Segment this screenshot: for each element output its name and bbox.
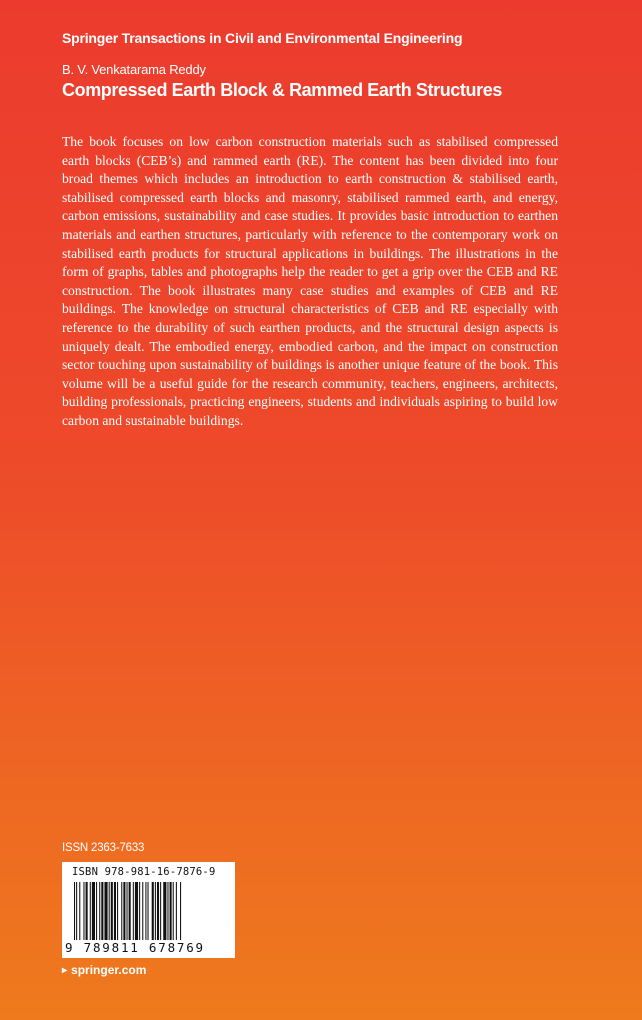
series-title: Springer Transactions in Civil and Environmental Engineering [62, 30, 463, 46]
barcode-bar [167, 882, 168, 940]
barcode-bar [114, 882, 116, 940]
barcode-bar [129, 882, 131, 940]
barcode-bar [180, 882, 181, 940]
book-title: Compressed Earth Block & Rammed Earth Structures [62, 80, 502, 100]
barcode-bar [155, 882, 156, 940]
barcode-bar [173, 882, 174, 940]
book-description: The book focuses on low carbon construction materials such as stabilised compressed earth blocks (CEB’s) and rammed earth (RE). The content has been divided into four broad themes which includes an introduction to earth construction & stabilised earth, stabilised compressed earth blocks and masonry, stabilised rammed earth, and energy, carbon emissions, sustainability and case studies. It provides basic introduction to earthen materials and earthen structures, particularly with reference to the contemporary work on stabilised earth products for structural applications in buildings. The illustrations in the form of graphs, tables and photographs help the reader to get a grip over the CEB and RE construction. The book illustrates many case studies and examples of CEB and RE buildings. The knowledge on structural characteristics of CEB and RE especially with reference to the durability of such earthen products, and the structural design aspects is uniquely dealt. The embodied energy, embodied carbon, and the impact on construction sector touching upon sustainability of buildings is another unique feature of the book. This volume will be a useful guide for the research community, teachers, engineers, architects, building professionals, practicing engineers, students and individuals aspiring to build low carbon and sustainable buildings. [62, 134, 558, 428]
barcode-bar [123, 882, 125, 940]
barcode-bar [96, 882, 97, 940]
barcode-bar [145, 882, 146, 940]
barcode-bar [133, 882, 134, 940]
chevron-right-icon: ▸ [62, 964, 68, 976]
barcode-bar [170, 882, 172, 940]
barcode-bar [142, 882, 143, 940]
barcode-bar [74, 882, 75, 940]
barcode-panel [62, 862, 235, 958]
isbn-label: ISBN 978-981-16-7876-9 [72, 866, 216, 878]
barcode-bar [83, 882, 84, 940]
publisher-url: springer.com [71, 963, 147, 977]
barcode-bar [90, 882, 91, 940]
barcode-bar [117, 882, 118, 940]
barcode-image [72, 882, 227, 940]
barcode-bar [135, 882, 138, 940]
barcode-bar [127, 882, 128, 940]
barcode-bar [109, 882, 110, 940]
barcode-bar [92, 882, 95, 940]
barcode-bar [148, 882, 149, 940]
barcode-bar [79, 882, 80, 940]
barcode-bar [86, 882, 88, 940]
issn-number: ISSN 2363-7633 [62, 842, 145, 854]
barcode-bar [76, 882, 77, 940]
barcode-bar [139, 882, 140, 940]
barcode-bar [101, 882, 103, 940]
barcode-bar [152, 882, 154, 940]
barcode-digits: 9 789811 678769 [65, 940, 205, 955]
barcode-bar [111, 882, 113, 940]
barcode-bar [99, 882, 100, 940]
barcode-bar [160, 882, 161, 940]
barcode-bar [176, 882, 177, 940]
author-name: B. V. Venkatarama Reddy [62, 62, 206, 77]
barcode-bar [104, 882, 107, 940]
barcode-bar [163, 882, 166, 940]
publisher-link[interactable] [62, 963, 146, 977]
barcode-bar [121, 882, 122, 940]
barcode-bar [157, 882, 159, 940]
